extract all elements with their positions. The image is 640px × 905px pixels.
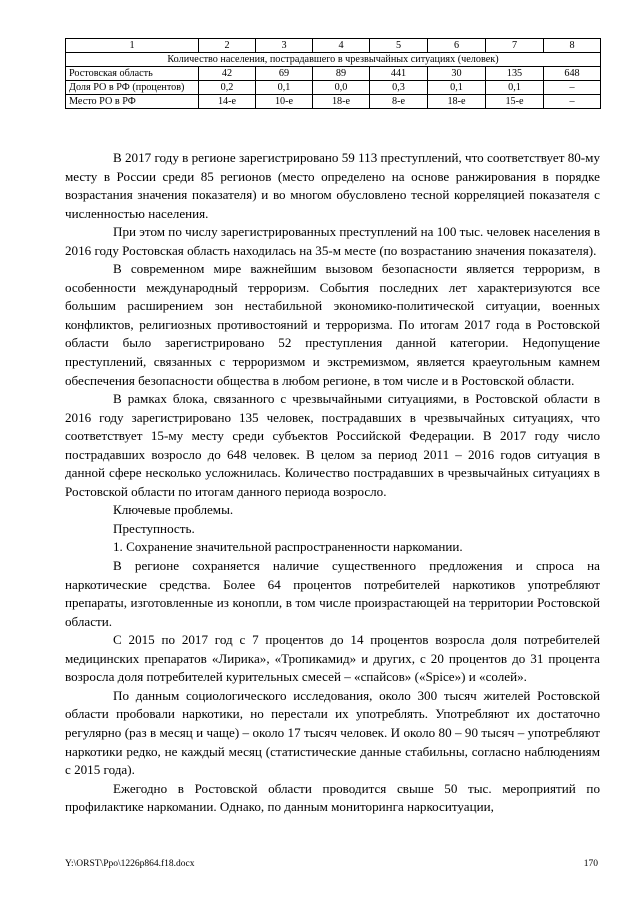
table-header-cell: 6 <box>428 39 486 53</box>
table-header-cell: 8 <box>544 39 601 53</box>
paragraph: С 2015 по 2017 год с 7 процентов до 14 процентов возросла доля потребителей медицинских препаратов «Лирика», «Тропикамид» и других, с 20 процентов до 31 процента возросла доля потребителей курительных смесей – «спайсов» («Spice») и «солей». <box>65 632 600 685</box>
table-cell: 135 <box>486 67 544 81</box>
paragraph: По данным социологического исследования, около 300 тысяч жителей Ростовской области пробовали наркотики, но перестали их употреблять. Употребляют их достаточно регулярно (раз в месяц и чаще) – около 17 тысяч человек. И около 80 – 90 тысяч – употребляют наркотики редко, не каждый месяц (статистические данные стабильны, согласно наблюдениям с 2015 года). <box>65 687 600 778</box>
table-cell: 42 <box>199 67 256 81</box>
table-cell: 648 <box>544 67 601 81</box>
footer-file-path: Y:\ORST\Ppo\1226p864.f18.docx <box>65 859 195 869</box>
table-caption-row <box>66 53 601 67</box>
paragraph: В современном мире важнейшим вызовом безопасности является терроризм, в особенности международный терроризм. События последних лет характеризуются все большим расширением зон нестабильной экономико-политической ситуации, военных конфликтов, религиозных противостояний и терроризма. По итогам 2017 года в Ростовской области было зарегистрировано 52 преступления данной категории. Недопущение преступлений, связанных с терроризмом и экстремизмом, является краеугольным камнем обеспечения безопасности общества в любом регионе, в том числе и в Ростовской области. <box>65 261 600 388</box>
table-cell: – <box>544 95 601 109</box>
paragraph: 1. Сохранение значительной распространенности наркомании. <box>113 539 463 555</box>
table-cell: 8-е <box>370 95 428 109</box>
table-header-cell: 5 <box>370 39 428 53</box>
table-cell: 0,1 <box>256 81 313 95</box>
table-row <box>66 95 601 109</box>
table-header-row <box>66 39 601 53</box>
table-cell: 0,0 <box>313 81 370 95</box>
table-row-label: Место РО в РФ <box>66 95 199 109</box>
paragraph: В рамках блока, связанного с чрезвычайными ситуациями, в Ростовской области в 2016 году зарегистрировано 135 человек, пострадавших в чрезвычайных ситуациях, что соответствует 15-му месту среди субъектов Российской Федерации. В 2017 году число пострадавших возросло до 648 человек. В целом за период 2011 – 2016 годов ситуация в данной сфере несколько усложнилась. Количество пострадавших в чрезвычайных ситуациях в Ростовской области по итогам данного периода возросло. <box>65 391 600 499</box>
paragraph: При этом по числу зарегистрированных преступлений на 100 тыс. человек населения в 2016 году Ростовская область находилась на 35-м месте (по возрастанию значения показателя). <box>65 224 601 258</box>
body-text <box>65 149 600 817</box>
table-cell: 10-е <box>256 95 313 109</box>
table-row-label: Доля РО в РФ (процентов) <box>66 81 199 95</box>
table-header-cell: 2 <box>199 39 256 53</box>
table-cell: 0,1 <box>428 81 486 95</box>
table-cell: 14-е <box>199 95 256 109</box>
table-cell: 89 <box>313 67 370 81</box>
table-cell: 18-е <box>313 95 370 109</box>
table-header-cell: 4 <box>313 39 370 53</box>
paragraph: В 2017 году в регионе зарегистрировано 59 113 преступлений, что соответствует 80-му месту в России среди 85 регионов (место определено на основе ранжирования в порядке возрастания значения показателя) и во многом обусловлено тесной корреляцией показателя с численностью населения. <box>65 150 600 221</box>
table-cell: – <box>544 81 601 95</box>
table-row-label: Ростовская область <box>66 67 199 81</box>
table-cell: 0,2 <box>199 81 256 95</box>
table-caption: Количество населения, пострадавшего в чрезвычайных ситуациях (человек) <box>66 53 601 67</box>
table-cell: 0,3 <box>370 81 428 95</box>
table-cell: 15-е <box>486 95 544 109</box>
paragraph: Ключевые проблемы. <box>113 502 234 518</box>
table-cell: 30 <box>428 67 486 81</box>
table-row <box>66 81 601 95</box>
table-row <box>66 67 601 81</box>
table-cell: 18-е <box>428 95 486 109</box>
paragraph: Ежегодно в Ростовской области проводится свыше 50 тыс. мероприятий по профилактике наркомании. Однако, по данным мониторинга наркоситуации, <box>65 780 600 815</box>
casualties-table <box>65 38 601 109</box>
table-header-cell: 7 <box>486 39 544 53</box>
table-cell: 69 <box>256 67 313 81</box>
table-cell: 0,1 <box>486 81 544 95</box>
paragraph: В регионе сохраняется наличие существенного предложения и спроса на наркотические средства. Более 64 процентов потребителей наркотиков употребляют препараты, изготовленные из конопли, в том числе произрастающей на территории Ростовской области. <box>65 558 600 629</box>
paragraph: Преступность. <box>113 520 195 536</box>
table-header-cell: 3 <box>256 39 313 53</box>
table-cell: 441 <box>370 67 428 81</box>
page-number: 170 <box>583 859 598 869</box>
table-header-cell: 1 <box>66 39 199 53</box>
